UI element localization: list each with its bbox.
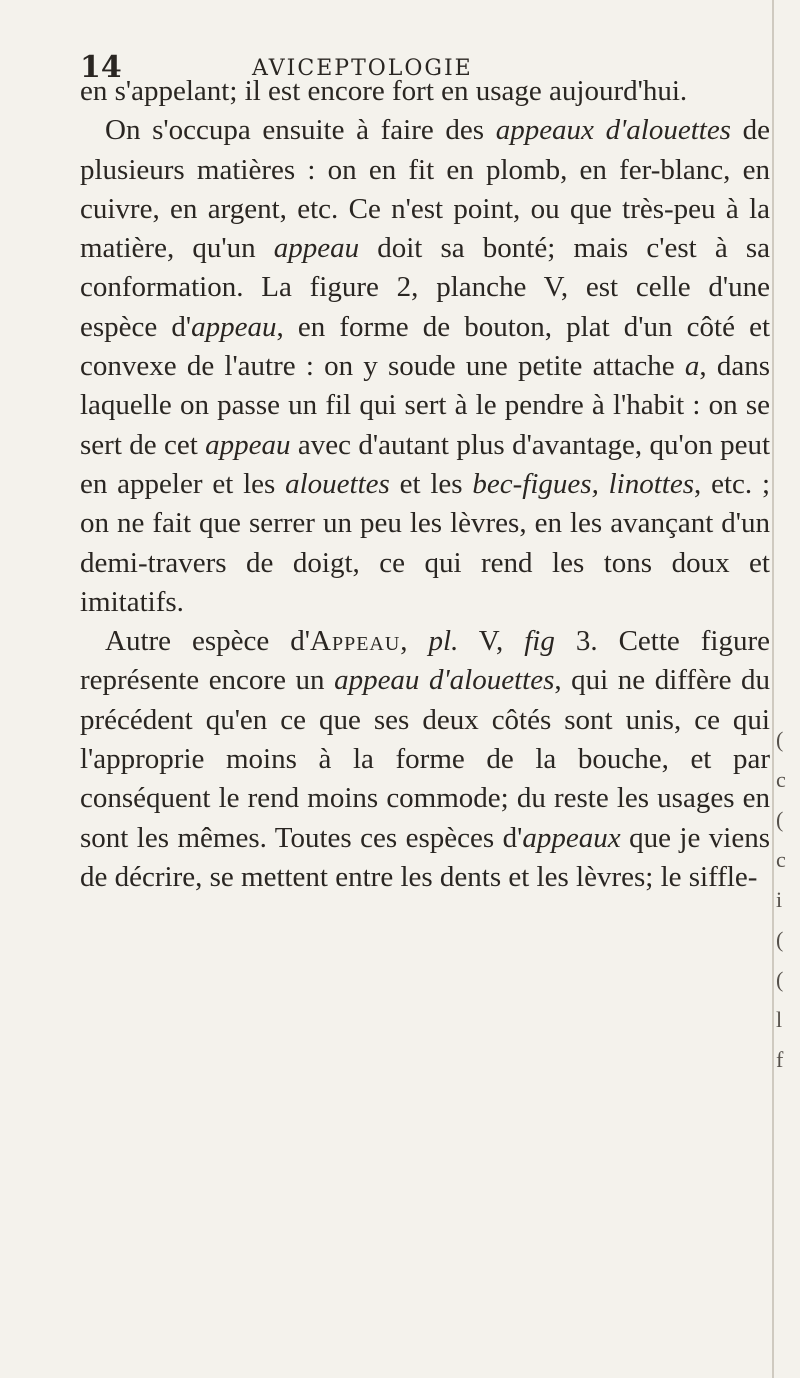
text-segment: 3. Cette figure représente encore un xyxy=(80,625,771,697)
paragraph-1 xyxy=(80,72,770,111)
margin-mark: l xyxy=(776,1007,783,1032)
margin-mark: ( xyxy=(776,927,784,952)
smallcaps-text: Appeau xyxy=(310,625,401,658)
page-edge-divider xyxy=(772,0,774,1378)
text-segment: de plusieurs matières : on en fit en plomb, en fer-blanc, en cuivre, en argent, etc. Ce n'est point, ou que très-peu à la matière, qu'un xyxy=(80,114,770,265)
text-segment: que je viens de décrire, se mettent entre les dents et les lèvres; le siffle- xyxy=(80,821,770,893)
text-segment: , etc. ; on ne fait que serrer un peu les lèvres, en les avançant d'un demi-travers de doigt, ce qui rend les tons doux et imitatifs. xyxy=(80,467,770,618)
text-segment: , qui ne diffère du précédent qu'en ce que ses deux côtés sont unis, ce qui l'approprie moins à la forme de la bouche, et par conséquent le rend moins commode; du reste les usages en sont les mêmes. Toutes ces espèces d' xyxy=(80,664,770,854)
italic-text: appeaux xyxy=(522,821,621,854)
paragraph-2 xyxy=(80,111,770,622)
text-segment: en s'appelant; il est encore fort en usage aujourd'hui. xyxy=(80,75,688,107)
margin-mark: f xyxy=(776,1047,784,1072)
page-number: 14 xyxy=(80,50,122,85)
text-segment: On s'occupa ensuite à faire des xyxy=(105,114,496,147)
italic-text: appeaux d'alouettes xyxy=(495,114,731,147)
text-segment: avec d'autant plus d'avantage, qu'on peut en appeler et les xyxy=(80,428,770,500)
text-segment: et les xyxy=(389,467,473,500)
text-segment: , en forme de bouton, plat d'un côté et convexe de l'autre : on y soude une petite attache xyxy=(80,310,770,383)
margin-mark: c xyxy=(776,847,786,872)
text-segment: doit sa bonté; mais c'est à sa conformation. La figure 2, planche V, est celle d'une espèce d' xyxy=(80,232,770,343)
italic-text: appeau xyxy=(273,232,360,265)
body-text xyxy=(80,72,770,897)
italic-text: appeau d'alouettes xyxy=(334,664,555,697)
margin-mark: ( xyxy=(776,727,784,752)
text-segment: , xyxy=(400,625,429,658)
margin-mark: ( xyxy=(776,807,784,832)
italic-text: pl. xyxy=(428,625,459,658)
adjacent-page-margin-marks xyxy=(776,720,796,1080)
italic-text: appeau xyxy=(205,428,291,461)
margin-mark: ( xyxy=(776,967,784,992)
italic-text: a xyxy=(684,350,700,383)
italic-text: bec-figues, linottes xyxy=(472,467,695,500)
paragraph-3 xyxy=(80,622,770,897)
running-title: AVICEPTOLOGIE xyxy=(252,56,473,81)
text-segment: , dans laquelle on passe un fil qui sert à le pendre à l'habit : on se sert de cet xyxy=(80,350,770,461)
text-segment: Autre espèce d' xyxy=(105,625,310,658)
italic-text: alouettes xyxy=(285,467,390,500)
text-segment: V, xyxy=(458,625,525,658)
italic-text: appeau xyxy=(191,310,277,343)
margin-mark: c xyxy=(776,767,786,792)
margin-mark: i xyxy=(776,887,783,912)
italic-text: fig xyxy=(524,625,555,658)
